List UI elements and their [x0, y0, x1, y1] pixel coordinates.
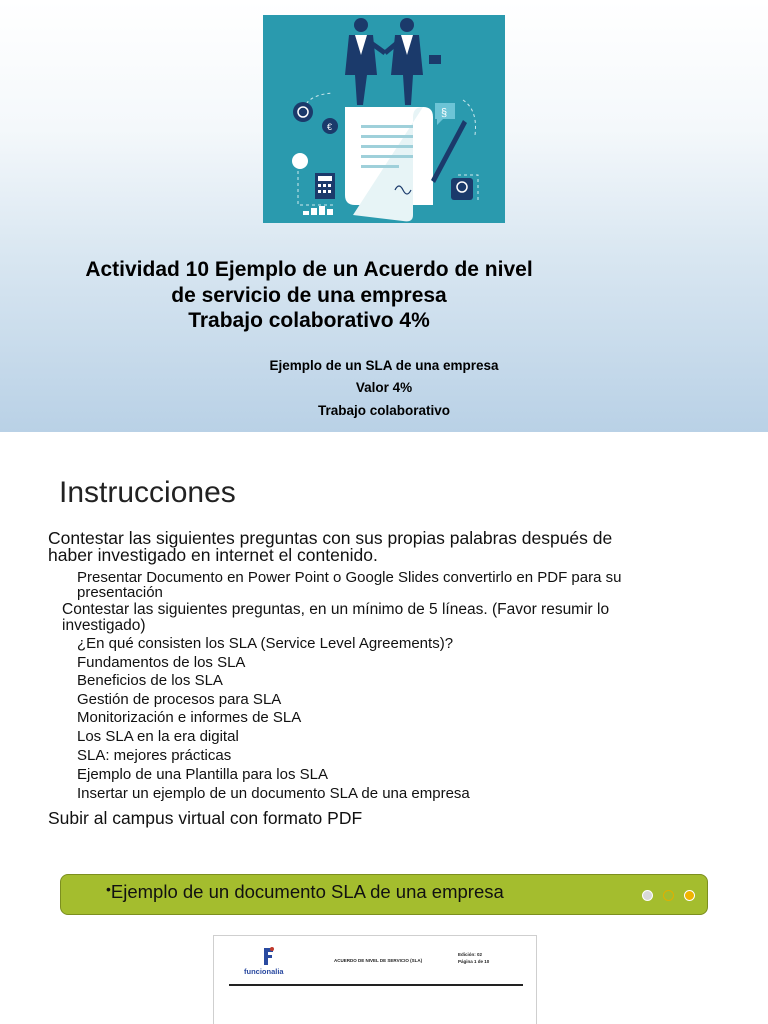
title-line-1: Actividad 10 Ejemplo de un Acuerdo de nivel — [85, 258, 533, 281]
sub1-line-1: Presentar Documento en Power Point o Google Slides convertirlo en PDF para su — [77, 569, 622, 586]
slide-dot-active[interactable] — [684, 890, 695, 901]
slide-dot-2[interactable] — [663, 890, 674, 901]
title-line-3: Trabajo colaborativo 4% — [188, 309, 430, 332]
business-agreement-illustration — [263, 15, 505, 223]
sla-document-preview — [213, 935, 537, 1024]
list-item: Fundamentos de los SLA — [77, 654, 246, 671]
doc-header-rule — [229, 984, 523, 986]
list-item: ¿En qué consisten los SLA (Service Level Agreements)? — [77, 635, 454, 652]
sub1-line-2: presentación — [77, 584, 163, 601]
list-item: Beneficios de los SLA — [77, 672, 223, 689]
subtitle-line-1: Ejemplo de un SLA de una empresa — [269, 358, 499, 373]
title-slide — [0, 0, 768, 432]
band-label — [46, 881, 504, 903]
doc-page: Página 1 de 10 — [458, 959, 490, 964]
svg-text:§: § — [441, 107, 448, 119]
handshake-contract-icon — [263, 15, 505, 223]
para1-line-2: haber investigado en internet el contenido. — [48, 545, 378, 565]
final-instruction: Subir al campus virtual con formato PDF — [48, 808, 363, 828]
list-item: Ejemplo de una Plantilla para los SLA — [77, 766, 328, 783]
band-title: Ejemplo de un documento SLA de una empresa — [110, 881, 504, 902]
subtitle-line-2: Valor 4% — [355, 380, 413, 395]
para2-line-1: Contestar las siguientes preguntas, en un mínimo de 5 líneas. (Favor resumir lo — [62, 601, 610, 618]
list-item: Monitorización e informes de SLA — [77, 709, 302, 726]
doc-brand: funcionalia — [244, 967, 284, 976]
slide-dot-1[interactable] — [642, 890, 653, 901]
title-line-2: de servicio de una empresa — [171, 284, 447, 307]
para2-line-2: investigado) — [62, 617, 146, 634]
list-item: Insertar un ejemplo de un documento SLA de una empresa — [77, 785, 470, 802]
para1-line-1: Contestar las siguientes preguntas con sus propias palabras después de — [48, 528, 613, 548]
list-item: SLA: mejores prácticas — [77, 747, 232, 764]
list-item: Gestión de procesos para SLA — [77, 691, 282, 708]
doc-title: ACUERDO DE NIVEL DE SERVICIO (SLA) — [334, 958, 423, 963]
band-bullet: • — [106, 881, 111, 897]
instructions-heading: Instrucciones — [59, 476, 236, 509]
svg-text:€: € — [327, 122, 333, 132]
instructions-slide — [0, 432, 768, 1024]
doc-edition: Edición: 02 — [458, 952, 483, 957]
subtitle-line-3: Trabajo colaborativo — [317, 403, 451, 418]
funcionalia-logo-icon — [261, 946, 275, 966]
list-item: Los SLA en la era digital — [77, 728, 239, 745]
